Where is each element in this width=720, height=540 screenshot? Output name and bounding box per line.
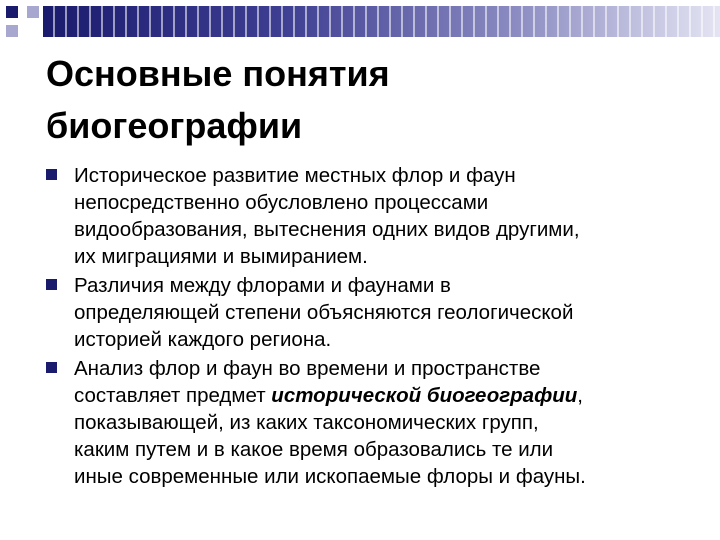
bullet-square-icon [46, 362, 57, 373]
bullet-text-line: историей каждого региона. [74, 328, 332, 351]
bullet-text-line-mixed [74, 382, 696, 409]
header-gradient-band [43, 6, 720, 37]
slide-title [46, 48, 686, 152]
bullet-item [46, 355, 696, 490]
bullet-text-fragment: , [577, 384, 583, 407]
header-square-dark [6, 6, 18, 18]
header-square-light [27, 6, 39, 18]
bullet-item [46, 162, 696, 270]
bullet-text-line: показывающей, из каких таксономических групп, [74, 411, 539, 434]
bullet-text-line: определяющей степени объясняются геологической [74, 301, 574, 324]
bullet-text-line: иные современные или ископаемые флоры и фауны. [74, 465, 586, 488]
header-square-light-lower [6, 25, 18, 37]
bullet-text-line: каким путем и в какое время образовались те или [74, 438, 554, 461]
bullet-text-line: их миграциями и вымиранием. [74, 245, 368, 268]
bullet-square-icon [46, 169, 57, 180]
bullet-text-line: Историческое развитие местных флор и фаун [74, 164, 516, 187]
bullet-text-line: Различия между флорами и фаунами в [74, 274, 451, 297]
bullet-text-line: видообразования, вытеснения одних видов другими, [74, 218, 580, 241]
bullet-text-line: непосредственно обусловлено процессами [74, 191, 489, 214]
bullet-text-line: Анализ флор и фаун во времени и пространстве [74, 357, 541, 380]
slide-title-line: биогеографии [46, 105, 303, 146]
bullet-text-fragment: составляет предмет [74, 384, 272, 407]
slide-title-line: Основные понятия [46, 53, 390, 94]
emphasized-term: исторической биогеографии [271, 384, 578, 407]
bullet-list [46, 162, 696, 492]
bullet-square-icon [46, 279, 57, 290]
bullet-item [46, 272, 696, 353]
